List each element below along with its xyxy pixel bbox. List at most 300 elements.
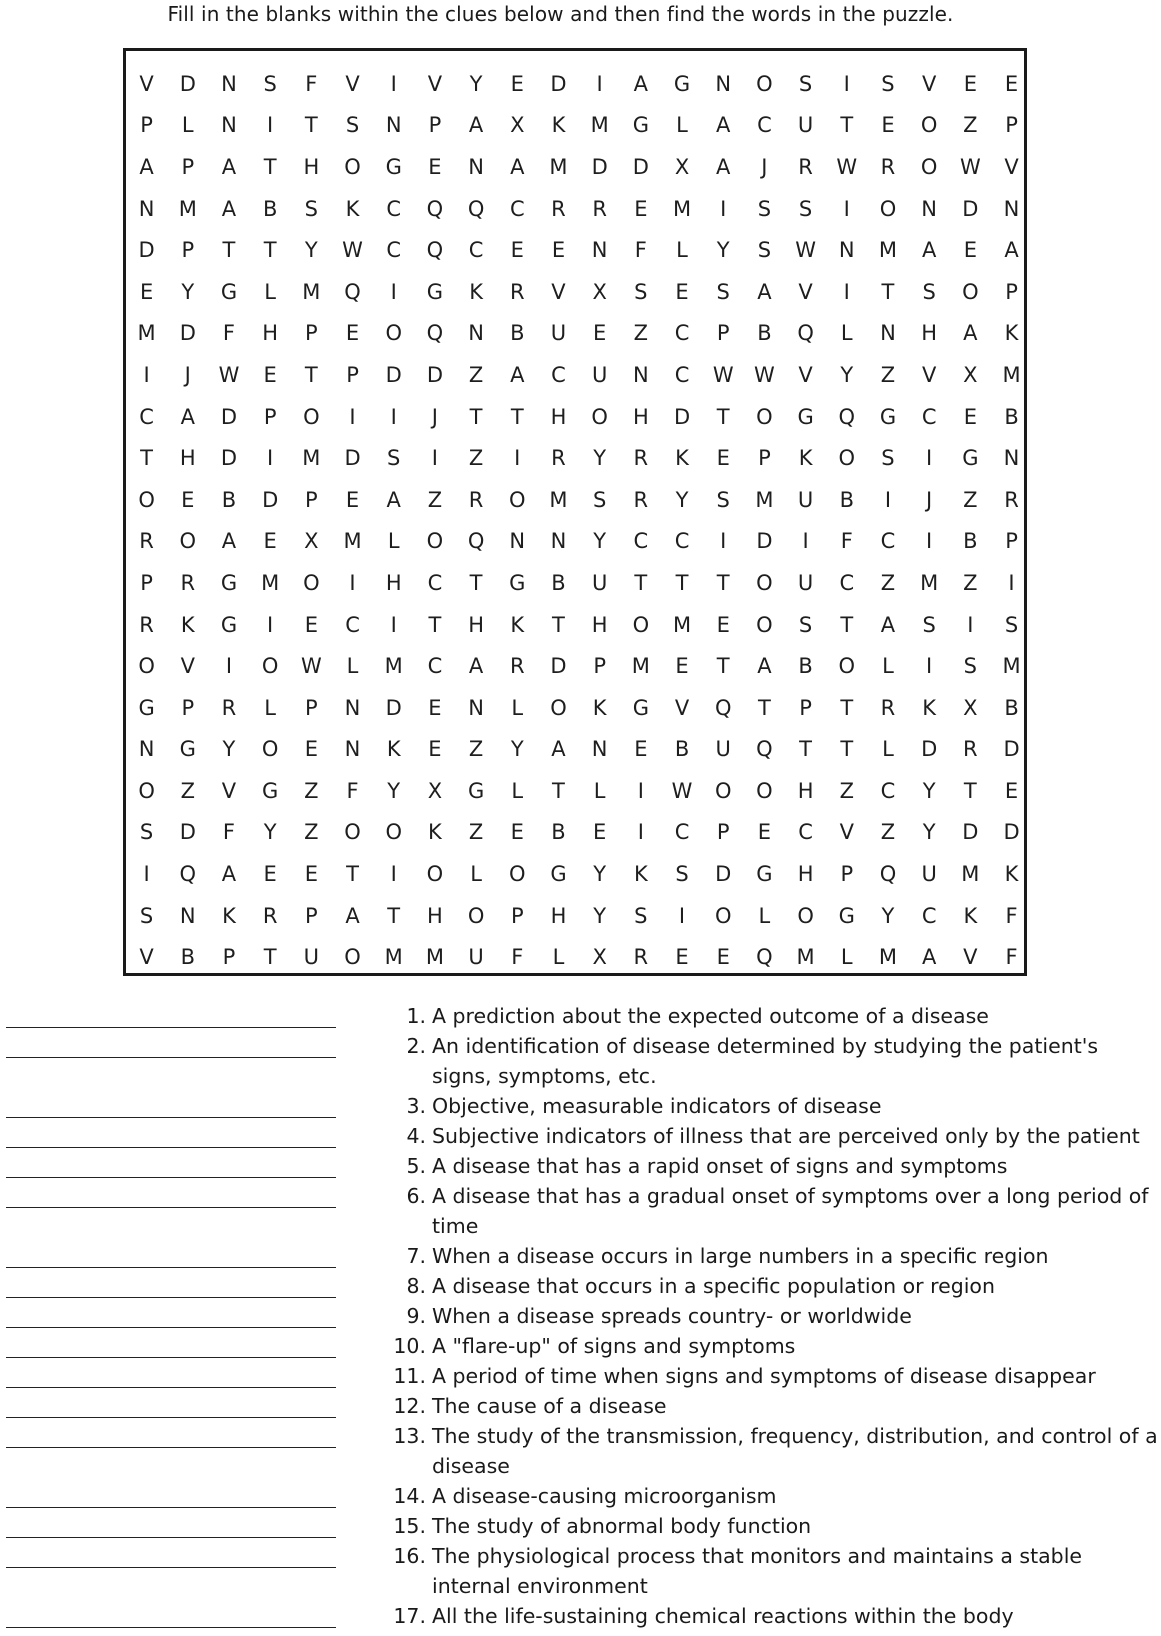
grid-letter: K [222, 903, 236, 928]
clue-item [380, 1001, 1160, 1031]
grid-letter: I [349, 404, 356, 429]
grid-letter: T [263, 154, 277, 179]
grid-letter: O [756, 404, 773, 429]
grid-letter: A [716, 154, 731, 179]
grid-letter: S [798, 71, 813, 96]
grid-letter: O [509, 487, 526, 512]
grid-letter: T [346, 862, 359, 887]
grid-letter: W [836, 154, 858, 179]
clue-number: 6. [406, 1184, 426, 1208]
grid-letter: S [634, 903, 648, 928]
grid-letter: W [712, 362, 734, 387]
grid-letter: D [220, 446, 238, 471]
grid-letter: L [840, 945, 853, 970]
grid-letter: A [139, 154, 154, 179]
grid-letter: A [221, 196, 237, 221]
grid-letter: F [222, 820, 236, 845]
grid-letter: I [390, 71, 397, 96]
grid-letter: A [551, 737, 566, 762]
grid-letter: O [385, 321, 402, 346]
grid-letter: O [920, 113, 938, 138]
grid-letter: K [428, 820, 442, 845]
grid-letter: B [839, 487, 854, 512]
grid-letter: Y [593, 529, 607, 554]
grid-letter: T [304, 362, 318, 387]
grid-letter: J [926, 487, 933, 512]
grid-letter: P [305, 903, 318, 928]
grid-letter: C [921, 404, 937, 429]
grid-letter: E [304, 612, 318, 637]
grid-letter: F [634, 238, 647, 263]
grid-letter: Y [922, 778, 936, 803]
grid-letter: U [468, 945, 484, 970]
grid-letter: O [179, 529, 197, 554]
grid-letter: O [920, 154, 938, 179]
grid-letter: E [634, 196, 648, 221]
grid-letter: I [843, 71, 850, 96]
clue-number: 5. [406, 1154, 426, 1178]
grid-letter: P [716, 820, 730, 845]
grid-letter: M [549, 487, 568, 512]
grid-letter: D [385, 362, 402, 387]
grid-letter: E [510, 238, 524, 263]
grid-letter: Y [387, 778, 401, 803]
grid-letter: J [184, 362, 191, 387]
grid-letter: S [757, 238, 772, 263]
grid-letter: B [551, 570, 566, 595]
clue-list [380, 1001, 1160, 1631]
grid-letter: Q [756, 945, 773, 970]
grid-letter: P [263, 404, 277, 429]
grid-letter: B [551, 820, 566, 845]
grid-letter: M [796, 945, 815, 970]
answer-blank[interactable] [6, 1117, 336, 1118]
grid-letter: O [509, 862, 526, 887]
grid-letter: K [551, 113, 566, 138]
grid-letter: S [263, 71, 277, 96]
grid-letter: I [390, 404, 397, 429]
grid-letter: S [139, 820, 154, 845]
grid-letter: U [797, 113, 814, 138]
grid-letter: Y [469, 71, 483, 96]
grid-letter: U [715, 737, 731, 762]
clue-text: The study of the transmission, frequency, distribution, and control of a disease [432, 1424, 1158, 1478]
grid-letter: C [509, 196, 525, 221]
grid-letter: S [304, 196, 319, 221]
grid-letter: N [550, 529, 567, 554]
grid-letter: B [180, 945, 195, 970]
grid-letter: S [963, 654, 978, 679]
grid-letter: O [714, 778, 732, 803]
grid-letter: C [674, 362, 690, 387]
grid-letter: X [963, 695, 978, 720]
grid-letter: Y [263, 820, 277, 845]
grid-letter: C [839, 570, 855, 595]
grid-letter: E [181, 487, 195, 512]
grid-letter: G [632, 113, 649, 138]
answer-blank[interactable] [6, 1507, 336, 1508]
grid-letter: L [346, 654, 359, 679]
clue-text: A disease that occurs in a specific population or region [432, 1274, 995, 1298]
grid-letter: V [839, 820, 854, 845]
grid-letter: I [349, 570, 356, 595]
clue-text: A period of time when signs and symptoms of disease disappear [432, 1364, 1096, 1388]
grid-letter: I [390, 279, 397, 304]
clue-number: 13. [393, 1424, 426, 1448]
grid-letter: E [634, 737, 648, 762]
grid-letter: D [962, 820, 979, 845]
grid-letter: E [593, 321, 607, 346]
grid-letter: A [510, 154, 525, 179]
grid-letter: M [302, 279, 321, 304]
clue-item [380, 1421, 1160, 1481]
clue-item [380, 1121, 1160, 1151]
grid-letter: I [514, 446, 521, 471]
grid-letter: C [880, 529, 896, 554]
grid-letter: B [963, 529, 978, 554]
grid-letter: V [139, 71, 154, 96]
grid-letter: E [139, 279, 154, 304]
grid-letter: A [757, 279, 772, 304]
grid-letter: E [428, 737, 442, 762]
grid-letter: W [959, 154, 981, 179]
clue-text: An identification of disease determined by studying the patient's signs, symptoms, etc. [432, 1034, 1099, 1088]
grid-letter: O [756, 612, 773, 637]
grid-letter: N [591, 238, 608, 263]
grid-letter: Z [880, 570, 896, 595]
grid-letter: T [675, 570, 689, 595]
grid-letter: M [878, 945, 898, 970]
clue-text: A "flare-up" of signs and symptoms [432, 1334, 796, 1358]
grid-letter: M [425, 945, 444, 970]
grid-letter: L [264, 279, 276, 304]
grid-letter: H [591, 612, 608, 637]
grid-letter: D [632, 154, 649, 179]
grid-letter: Z [880, 362, 896, 387]
grid-letter: V [798, 362, 813, 387]
grid-letter: T [840, 612, 854, 637]
grid-letter: Z [633, 321, 649, 346]
grid-letter: I [637, 778, 644, 803]
grid-letter: Z [468, 362, 484, 387]
grid-letter: I [390, 862, 397, 887]
grid-letter: M [343, 529, 362, 554]
grid-letter: S [716, 487, 730, 512]
grid-letter: L [552, 945, 565, 970]
grid-letter: S [881, 446, 895, 471]
grid-letter: C [674, 820, 690, 845]
grid-letter: C [757, 113, 772, 138]
grid-letter: K [1004, 321, 1019, 346]
grid-letter: W [795, 238, 816, 263]
grid-letter: P [305, 321, 318, 346]
grid-letter: D [673, 404, 691, 429]
grid-letter: M [137, 321, 156, 346]
grid-letter: M [920, 570, 939, 595]
grid-letter: N [632, 362, 649, 387]
grid-letter: E [263, 862, 277, 887]
grid-letter: B [674, 737, 690, 762]
grid-letter: A [345, 903, 360, 928]
grid-letter: G [550, 862, 567, 887]
grid-letter: L [840, 321, 853, 346]
grid-letter: M [178, 196, 197, 221]
grid-letter: M [878, 238, 898, 263]
grid-letter: O [344, 820, 361, 845]
grid-letter: X [592, 945, 607, 970]
grid-letter: O [261, 654, 279, 679]
grid-letter: U [921, 862, 937, 887]
grid-letter: E [963, 238, 977, 263]
grid-letter: S [881, 71, 895, 96]
answer-blank[interactable] [6, 1297, 336, 1298]
grid-letter: Y [593, 446, 607, 471]
answer-blank[interactable] [6, 1327, 336, 1328]
instructions-text: Fill in the blanks within the clues below and then find the words in the puzzle. [167, 2, 954, 26]
grid-letter: C [427, 570, 443, 595]
grid-letter: T [716, 570, 730, 595]
grid-letter: E [263, 529, 277, 554]
answer-blank[interactable] [6, 1357, 336, 1358]
grid-letter: P [1005, 529, 1018, 554]
grid-letter: O [756, 71, 773, 96]
clue-item [380, 1331, 1160, 1361]
clue-text: A prediction about the expected outcome of a disease [432, 1004, 989, 1028]
grid-letter: Y [922, 820, 936, 845]
grid-letter: H [427, 903, 443, 928]
grid-letter: M [1002, 362, 1021, 387]
grid-letter: R [633, 487, 649, 512]
grid-letter: D [756, 529, 773, 554]
grid-letter: R [509, 654, 525, 679]
answer-blank[interactable] [6, 1267, 336, 1268]
grid-letter: S [634, 279, 648, 304]
grid-letter: Y [304, 238, 318, 263]
answer-blank[interactable] [6, 1147, 336, 1148]
grid-letter: M [549, 154, 568, 179]
grid-letter: T [263, 945, 277, 970]
grid-letter: M [384, 945, 403, 970]
grid-letter: C [386, 196, 402, 221]
grid-letter: R [1004, 487, 1019, 512]
grid-letter: N [838, 238, 855, 263]
grid-letter: D [220, 404, 238, 429]
grid-letter: Z [427, 487, 443, 512]
grid-letter: Z [180, 778, 195, 803]
grid-letter: G [673, 71, 691, 96]
answer-blank[interactable] [6, 1027, 336, 1028]
grid-letter: Y [840, 362, 854, 387]
grid-letter: V [345, 71, 360, 96]
grid-letter: R [880, 154, 896, 179]
grid-letter: W [300, 654, 322, 679]
grid-letter: Q [426, 321, 444, 346]
answer-blank[interactable] [6, 1417, 336, 1418]
grid-letter: P [140, 570, 153, 595]
answer-blank[interactable] [6, 1057, 336, 1058]
grid-letter: E [510, 71, 524, 96]
grid-letter: C [551, 362, 566, 387]
grid-letter: D [715, 862, 732, 887]
grid-letter: V [798, 279, 813, 304]
clue-number: 16. [393, 1544, 426, 1568]
clue-item [380, 1091, 1160, 1121]
answer-blank[interactable] [6, 1567, 336, 1568]
grid-letter: O [138, 778, 155, 803]
grid-letter: O [138, 487, 155, 512]
grid-letter: E [881, 113, 895, 138]
grid-letter: I [720, 529, 727, 554]
grid-letter: R [262, 903, 278, 928]
grid-letter: N [468, 695, 484, 720]
grid-letter: S [675, 862, 689, 887]
grid-letter: D [179, 820, 196, 845]
grid-letter: Q [756, 737, 773, 762]
grid-letter: E [675, 654, 689, 679]
grid-letter: N [344, 737, 361, 762]
clue-item [380, 1541, 1160, 1601]
grid-letter: L [758, 903, 771, 928]
clue-number: 9. [406, 1304, 426, 1328]
grid-letter: I [225, 654, 233, 679]
grid-letter: Z [963, 570, 978, 595]
grid-letter: H [797, 862, 814, 887]
clue-item [380, 1181, 1160, 1241]
grid-letter: D [1003, 820, 1020, 845]
grid-letter: O [714, 903, 732, 928]
grid-letter: G [138, 695, 155, 720]
grid-letter: V [921, 71, 937, 96]
answer-blank[interactable] [6, 1177, 336, 1178]
grid-letter: S [922, 612, 936, 637]
grid-letter: F [305, 71, 318, 96]
grid-letter: G [220, 612, 238, 637]
grid-letter: Z [468, 446, 484, 471]
grid-letter: B [1004, 404, 1019, 429]
grid-letter: D [1003, 737, 1020, 762]
grid-letter: I [926, 529, 933, 554]
grid-letter: Q [797, 321, 814, 346]
answer-blank[interactable] [6, 1447, 336, 1448]
grid-letter: Z [963, 487, 978, 512]
grid-letter: Q [467, 196, 485, 221]
grid-letter: X [427, 778, 443, 803]
grid-letter: E [1004, 778, 1019, 803]
grid-letter: H [179, 446, 196, 471]
grid-letter: N [179, 903, 196, 928]
clue-number: 1. [406, 1004, 426, 1028]
grid-letter: P [1005, 113, 1018, 138]
answer-blank[interactable] [6, 1207, 336, 1208]
grid-letter: F [1005, 945, 1018, 970]
grid-letter: P [346, 362, 359, 387]
grid-letter: W [218, 362, 240, 387]
grid-letter: U [550, 321, 567, 346]
grid-letter: E [428, 695, 442, 720]
grid-letter: L [511, 695, 524, 720]
grid-letter: L [264, 695, 276, 720]
answer-blank[interactable] [6, 1387, 336, 1388]
grid-letter: E [716, 945, 730, 970]
clue-text: When a disease occurs in large numbers in a specific region [432, 1244, 1049, 1268]
grid-letter: N [591, 737, 608, 762]
grid-letter: N [468, 154, 484, 179]
grid-letter: O [344, 154, 361, 179]
grid-letter: O [550, 695, 567, 720]
grid-letter: G [220, 570, 238, 595]
grid-letter: D [138, 238, 155, 263]
grid-letter: T [428, 612, 442, 637]
clue-number: 17. [393, 1604, 426, 1628]
grid-letter: T [222, 238, 236, 263]
grid-letter: P [222, 945, 236, 970]
grid-letter: K [592, 695, 607, 720]
grid-letter: N [921, 196, 938, 221]
clue-text: Subjective indicators of illness that are perceived only by the patient [432, 1124, 1140, 1148]
grid-letter: V [674, 695, 690, 720]
grid-letter: N [880, 321, 896, 346]
grid-letter: I [267, 113, 274, 138]
grid-letter: S [387, 446, 401, 471]
grid-letter: I [267, 446, 274, 471]
grid-letter: V [221, 778, 237, 803]
grid-letter: N [715, 71, 732, 96]
grid-letter: G [962, 446, 979, 471]
grid-letter: D [385, 695, 402, 720]
grid-letter: E [304, 737, 318, 762]
grid-letter: Z [468, 737, 484, 762]
clue-number: 11. [393, 1364, 426, 1388]
grid-letter: H [468, 612, 484, 637]
grid-letter: P [140, 113, 153, 138]
grid-letter: I [678, 903, 686, 928]
answer-blank[interactable] [6, 1627, 336, 1628]
grid-letter: H [550, 404, 567, 429]
grid-letter: A [921, 238, 937, 263]
grid-letter: V [963, 945, 978, 970]
clue-number: 10. [393, 1334, 426, 1358]
grid-letter: T [634, 570, 648, 595]
grid-letter: Y [881, 903, 895, 928]
grid-letter: L [882, 737, 894, 762]
grid-letter: C [674, 529, 690, 554]
grid-letter: S [139, 903, 154, 928]
grid-letter: A [468, 654, 484, 679]
grid-letter: N [221, 71, 237, 96]
grid-letter: A [633, 71, 649, 96]
grid-letter: R [592, 196, 607, 221]
grid-letter: O [303, 570, 320, 595]
grid-letter: D [591, 154, 608, 179]
clue-number: 14. [393, 1484, 426, 1508]
grid-letter: I [143, 362, 150, 387]
grid-letter: C [798, 820, 813, 845]
grid-letter: T [840, 113, 854, 138]
grid-letter: P [1005, 279, 1018, 304]
grid-letter: I [884, 487, 892, 512]
grid-letter: A [757, 654, 772, 679]
grid-letter: E [757, 820, 772, 845]
grid-letter: I [390, 612, 397, 637]
grid-letter: A [510, 362, 525, 387]
grid-letter: O [756, 570, 773, 595]
grid-letter: T [304, 113, 318, 138]
grid-letter: K [386, 737, 401, 762]
grid-letter: O [426, 529, 444, 554]
grid-letter: Y [593, 903, 607, 928]
answer-blank[interactable] [6, 1537, 336, 1538]
grid-letter: P [181, 238, 195, 263]
